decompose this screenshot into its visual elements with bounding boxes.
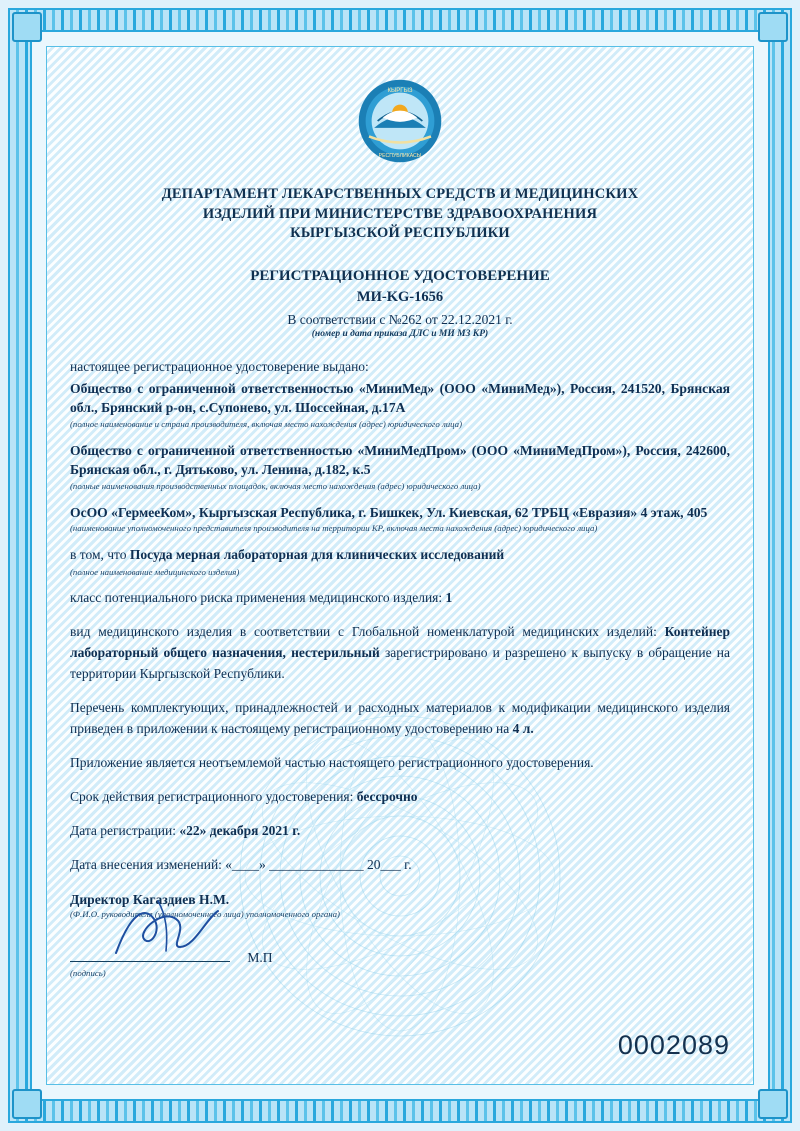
corner-ornament-top-left [12, 12, 42, 42]
state-emblem-icon [357, 78, 443, 164]
svg-text:РЕСПУБЛИКАСЫ: РЕСПУБЛИКАСЫ [378, 153, 422, 160]
annex-pages: 4 л. [512, 720, 534, 736]
corner-ornament-bottom-left [12, 1089, 42, 1119]
document-number: МИ-KG-1656 [356, 288, 444, 305]
director-name: Директор Кагаздиев Н.М. [70, 891, 230, 907]
product-lead: в том, что [70, 546, 127, 562]
validity-label: Срок действия регистрационного удостоверения: [70, 788, 354, 804]
product-name: Посуда мерная лабораторная для клинических исследований [129, 546, 505, 562]
risk-class-label: класс потенциального риска применения медицинского изделия: [70, 590, 443, 606]
validity-line [70, 787, 730, 808]
signature-caption: (подпись) [70, 967, 106, 978]
signature-block [70, 892, 730, 978]
corner-ornament-top-right [758, 12, 788, 42]
validity-value: бессрочно [356, 788, 418, 804]
nomenclature-line [70, 622, 730, 685]
order-reference-caption: (номер и дата приказа ДЛС и МИ МЗ КР) [311, 328, 489, 339]
corner-ornament-bottom-right [758, 1089, 788, 1119]
certificate-body [70, 359, 730, 978]
registration-date-value: «22» декабря 2021 г. [179, 822, 301, 838]
annex-text-1: Перечень комплектующих, принадлежностей и расходных материалов к модификации медицинского изделия приведен в приложении к настоящему регистрационному удостоверению на [70, 700, 730, 736]
emblem-container [70, 78, 730, 169]
manufacturer-text: Общество с ограниченной ответственностью «МиниМед» (ООО «МиниМед»), Россия, 241520, Брянская обл., Брянский р-он, с.Супонево, ул. Шоссейная, д.17А [70, 380, 730, 416]
nomenclature-value: Контейнер лабораторный общего назначения, нестерильный [70, 624, 730, 661]
nomenclature-lead: вид медицинского изделия в соответствии с Глобальной номенклатурой медицинских изделий: [70, 624, 657, 640]
nomenclature-tail: зарегистрировано и разрешено к выпуску в обращение на территории Кыргызской Республики. [70, 645, 730, 682]
order-reference: В соответствии с №262 от 22.12.2021 г. [287, 311, 513, 327]
annex-line [70, 698, 730, 740]
risk-class-value: 1 [445, 590, 453, 606]
risk-class-line [70, 588, 730, 609]
product-line [70, 545, 730, 566]
organization-line-3: КЫРГЫЗСКОЙ РЕСПУБЛИКИ [290, 225, 510, 242]
representative-caption: (наименование уполномоченного представителя производителя на территории КР, включая места нахождения (адрес) юридического лица) [70, 523, 598, 534]
organization-line-2: ИЗДЕЛИЙ ПРИ МИНИСТЕРСТВЕ ЗДРАВООХРАНЕНИЯ [202, 205, 598, 222]
registration-date-label: Дата регистрации: [70, 822, 177, 838]
document-title: РЕГИСТРАЦИОННОЕ УДОСТОВЕРЕНИЕ [250, 267, 550, 284]
annex-note: Приложение является неотъемлемой частью настоящего регистрационного удостоверения. [70, 754, 594, 770]
director-caption: (Ф.И.О. руководителя (уполномоченного лица) уполномоченного органа) [70, 908, 340, 919]
serial-number: 0002089 [617, 1030, 730, 1060]
issued-to-lead: настоящее регистрационное удостоверение выдано: [70, 358, 369, 374]
representative-text: ОсОО «ГермееКом», Кыргызская Республика, г. Бишкек, Ул. Киевская, 62 ТРБЦ «Евразия» 4 этаж, 405 [70, 504, 708, 520]
change-date-line: Дата внесения изменений: «____» ______________ 20___ г. [70, 856, 412, 872]
organization-heading [70, 185, 730, 244]
manufacturer-caption: (полное наименование и страна производителя, включая место нахождения (адрес) юридического лица) [70, 419, 463, 430]
svg-text:КЫРГЫЗ: КЫРГЫЗ [387, 87, 413, 94]
production-site-caption: (полные наименования производственных площадок, включая место нахождения (адрес) юридического лица) [70, 481, 481, 492]
organization-line-1: ДЕПАРТАМЕНТ ЛЕКАРСТВЕННЫХ СРЕДСТВ И МЕДИЦИНСКИХ [161, 186, 639, 202]
production-site-text: Общество с ограниченной ответственностью «МиниМедПром» (ООО «МиниМедПром»), Россия, 242600, Брянская обл., г. Дятьково, ул. Ленина, д.182, к.5 [70, 442, 730, 478]
product-caption: (полное наименование медицинского изделия) [70, 566, 240, 577]
signature-line [70, 949, 230, 962]
signature-row [70, 949, 730, 966]
registration-date-line [70, 821, 730, 842]
certificate-content [70, 62, 730, 978]
stamp-label: М.П [247, 949, 273, 965]
